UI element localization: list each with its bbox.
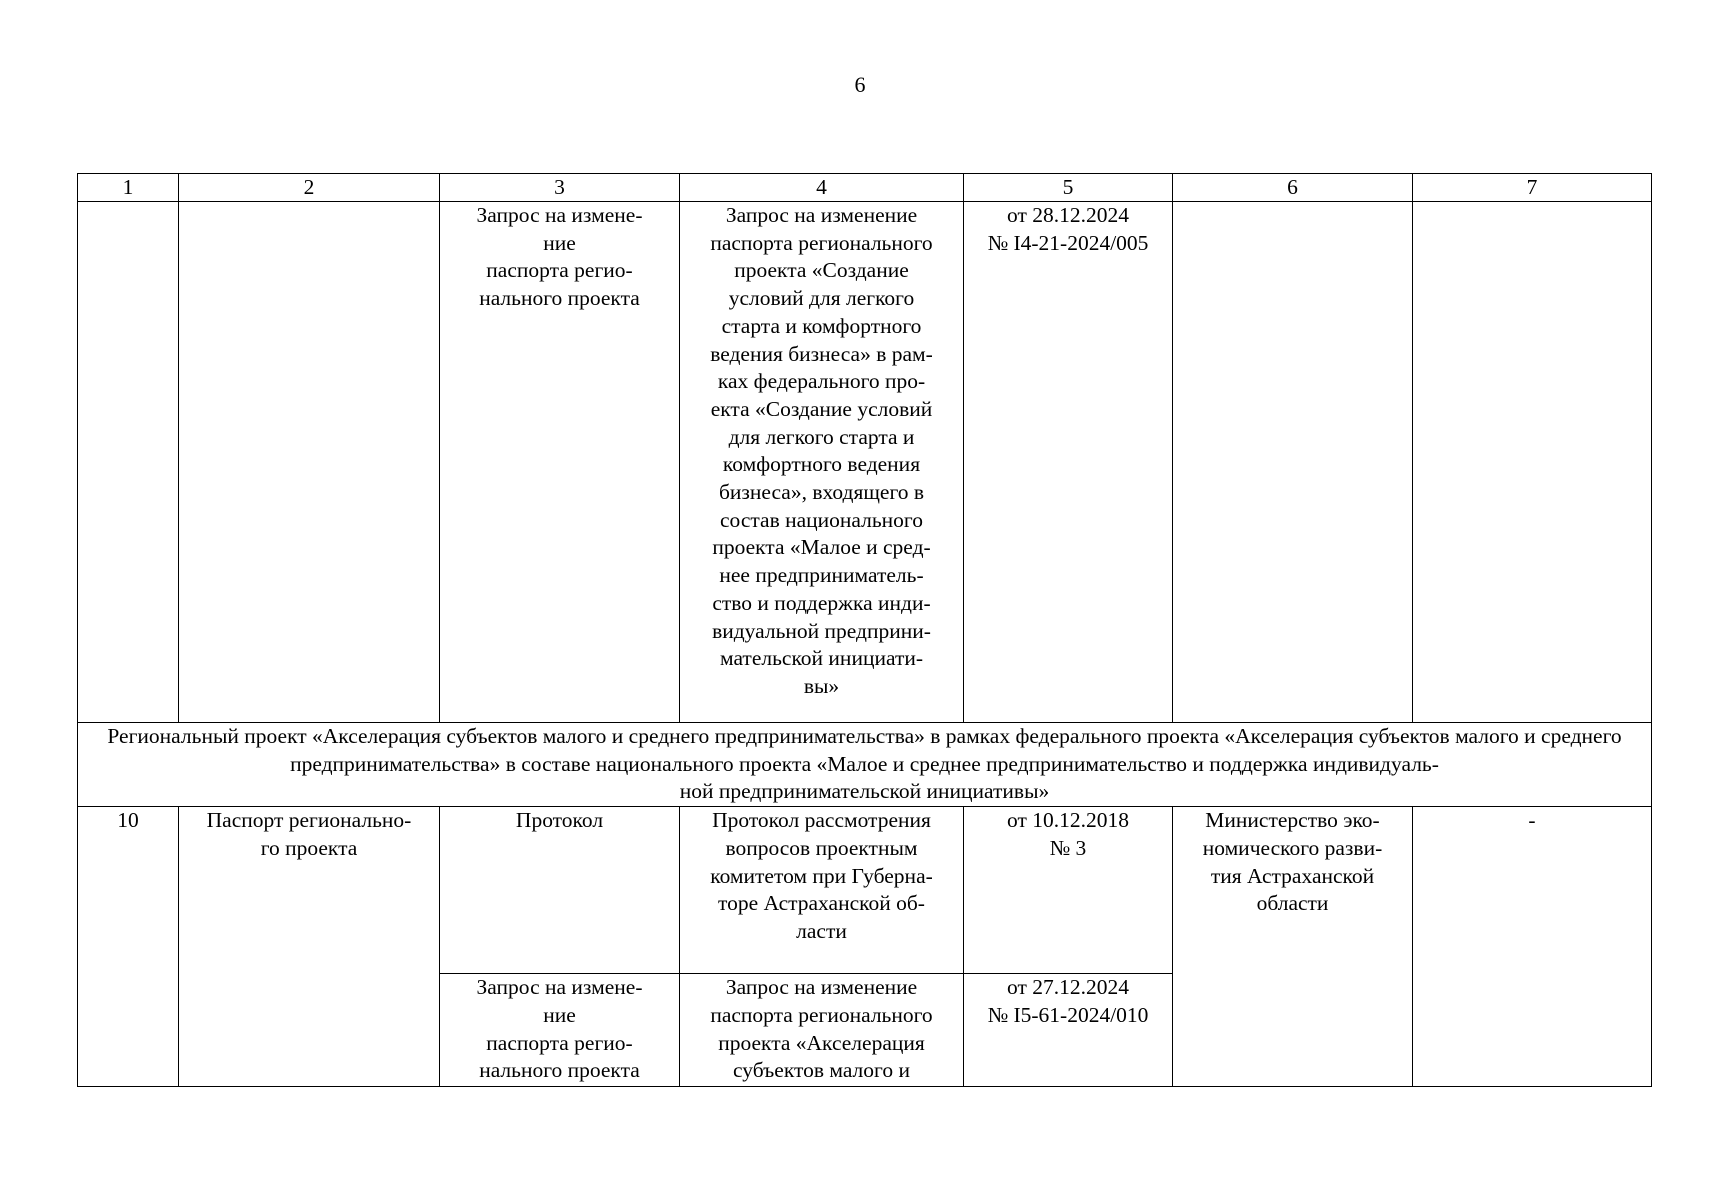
cell-document-type: Запрос на измене- ние паспорта регио- нального проекта (440, 202, 680, 723)
cell-document: Паспорт регионально- го проекта (179, 807, 440, 1087)
section-heading-row (78, 723, 1652, 807)
document-table (77, 173, 1652, 1087)
cell-authority: Министерство эко- номического разви- тия Астраханской области (1173, 807, 1413, 1087)
header-cell-3: 3 (440, 174, 680, 202)
cell-document-details: от 27.12.2024 № I5-61-2024/010 (964, 974, 1173, 1087)
cell-document-details: от 28.12.2024 № I4-21-2024/005 (964, 202, 1173, 723)
cell-document-details: от 10.12.2018 № 3 (964, 807, 1173, 974)
header-cell-5: 5 (964, 174, 1173, 202)
cell-authority (1173, 202, 1413, 723)
cell-document (179, 202, 440, 723)
cell-document-type: Протокол (440, 807, 680, 974)
cell-document-name: Запрос на изменение паспорта регионального проекта «Акселерация субъектов малого и (680, 974, 964, 1087)
cell-number (78, 202, 179, 723)
cell-document-name: Протокол рассмотрения вопросов проектным комитетом при Губерна- торе Астраханской об- ласти (680, 807, 964, 974)
cell-number: 10 (78, 807, 179, 1087)
page-number: 6 (854, 72, 866, 97)
header-cell-7: 7 (1413, 174, 1652, 202)
cell-document-name: Запрос на изменение паспорта регионального проекта «Создание условий для легкого старта и комфортного ведения бизнеса» в рам- ках федерального про- екта «Создание условий для легкого старта и комфортного ведения бизнеса», входящего в состав национального проекта «Малое и сред- нее предприниматель- ство и поддержка инди- видуальной предприни- мательской инициати- вы» (680, 202, 964, 723)
cell-note (1413, 202, 1652, 723)
table-row (78, 807, 1652, 974)
cell-document-type: Запрос на измене- ние паспорта регио- нального проекта (440, 974, 680, 1087)
cell-note: - (1413, 807, 1652, 1087)
table-row (78, 202, 1652, 723)
section-heading: Региональный проект «Акселерация субъектов малого и среднего предпринимательства» в рамках федерального проекта «Акселерация субъектов малого и среднего предпринимательства» в составе национального проекта «Малое и среднее предпринимательство и поддержка индивидуаль- ной предпринимательской инициативы» (78, 723, 1652, 807)
header-cell-4: 4 (680, 174, 964, 202)
header-cell-6: 6 (1173, 174, 1413, 202)
header-cell-1: 1 (78, 174, 179, 202)
header-cell-2: 2 (179, 174, 440, 202)
table-header-row (78, 174, 1652, 202)
